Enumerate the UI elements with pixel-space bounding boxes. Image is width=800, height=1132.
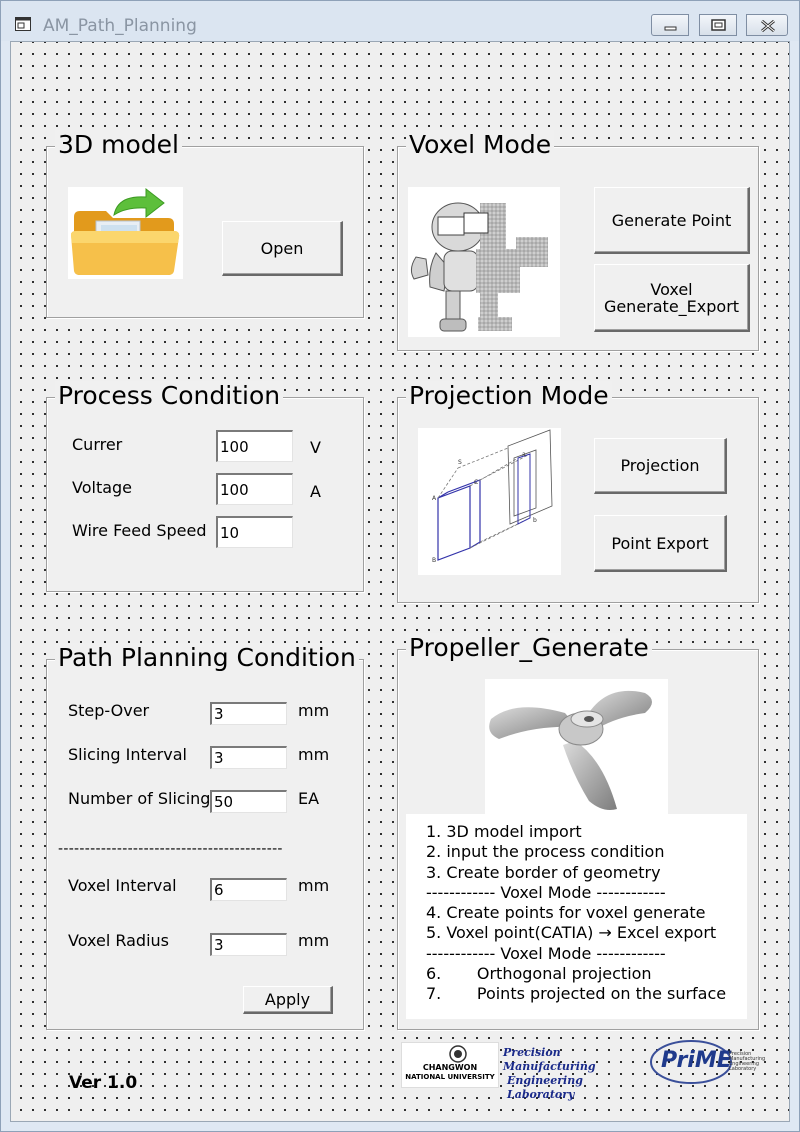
current-label: Currer bbox=[72, 435, 123, 454]
svg-text:A: A bbox=[432, 495, 437, 502]
app-icon bbox=[15, 17, 31, 31]
voxel-interval-input[interactable] bbox=[210, 878, 287, 901]
svg-text:S: S bbox=[458, 459, 462, 466]
maximize-button[interactable] bbox=[699, 14, 737, 36]
voxel-radius-unit: mm bbox=[298, 931, 330, 950]
instruction-line: 7. Points projected on the surface bbox=[426, 984, 727, 1004]
prime-sub-line: Precision bbox=[729, 1051, 752, 1057]
voxel-mode-group bbox=[397, 130, 759, 351]
step-over-input[interactable] bbox=[210, 702, 287, 725]
model-group bbox=[46, 130, 364, 318]
propeller-generate-group bbox=[397, 633, 759, 1030]
instruction-line: ------------ Voxel Mode ------------ bbox=[426, 943, 666, 963]
instruction-line: 3. Create border of geometry bbox=[426, 862, 661, 882]
wire-feed-speed-label: Wire Feed Speed bbox=[72, 521, 207, 540]
wire-feed-speed-input[interactable] bbox=[216, 516, 293, 548]
prime-text: PriME bbox=[661, 1048, 732, 1073]
step-over-unit: mm bbox=[298, 701, 330, 720]
voxel-mode-title: Voxel Mode bbox=[406, 130, 554, 160]
voltage-input[interactable] bbox=[216, 473, 293, 505]
close-button[interactable] bbox=[746, 14, 788, 36]
form-client-area bbox=[10, 41, 790, 1122]
instructions-panel bbox=[406, 814, 747, 1019]
step-over-label: Step-Over bbox=[68, 701, 150, 720]
svg-text:B: B bbox=[432, 557, 437, 564]
voxel-interval-unit: mm bbox=[298, 876, 330, 895]
process-condition-group bbox=[46, 381, 364, 592]
restore-icon bbox=[700, 15, 738, 37]
window-title: AM_Path_Planning bbox=[43, 16, 197, 36]
projection-button[interactable]: Projection bbox=[594, 438, 727, 494]
voxel-generate-export-button[interactable]: Voxel Generate_Export bbox=[594, 264, 750, 332]
open-button[interactable]: Open bbox=[222, 221, 343, 276]
prime-sub-line: Engineering bbox=[729, 1061, 759, 1067]
projection-mode-group bbox=[397, 381, 759, 603]
university-seal-icon bbox=[402, 1044, 498, 1064]
slicing-interval-label: Slicing Interval bbox=[68, 745, 187, 764]
projection-mode-title: Projection Mode bbox=[406, 381, 612, 411]
instruction-line: 5. Voxel point(CATIA) → Excel export bbox=[426, 923, 717, 943]
voltage-unit: A bbox=[310, 482, 321, 501]
instruction-line: 1. 3D model import bbox=[426, 822, 582, 841]
voltage-label: Voltage bbox=[72, 478, 133, 497]
svg-text:b: b bbox=[533, 517, 537, 524]
lab-name-line1: Precision Manufacturing bbox=[503, 1046, 596, 1073]
projection-diagram bbox=[418, 428, 561, 575]
close-icon bbox=[747, 15, 789, 37]
number-of-slicing-input[interactable] bbox=[210, 790, 287, 813]
number-of-slicing-label: Number of Slicing bbox=[68, 789, 211, 808]
propeller-image bbox=[485, 679, 668, 814]
propeller-generate-title: Propeller_Generate bbox=[406, 633, 652, 663]
voxel-radius-label: Voxel Radius bbox=[68, 931, 169, 950]
instruction-line: ------------ Voxel Mode ------------ bbox=[426, 882, 666, 902]
university-name-line2: NATIONAL UNIVERSITY bbox=[405, 1073, 495, 1081]
separator-line: ------------------------------------------ bbox=[58, 841, 283, 857]
point-export-button[interactable]: Point Export bbox=[594, 515, 727, 572]
voxel-robot-figure bbox=[408, 187, 560, 337]
prime-subtitle bbox=[729, 1052, 765, 1072]
current-unit: V bbox=[310, 438, 321, 457]
current-input[interactable] bbox=[216, 430, 293, 462]
prime-sub-line: Manufacturing bbox=[729, 1056, 766, 1062]
university-name-line1: CHANGWON bbox=[422, 1063, 478, 1072]
generate-point-button[interactable]: Generate Point bbox=[594, 187, 750, 254]
changwon-university-logo bbox=[401, 1042, 499, 1088]
minimize-button[interactable] bbox=[651, 14, 689, 36]
prime-sub-line: Laboratory bbox=[729, 1066, 757, 1072]
prime-logo bbox=[647, 1038, 766, 1086]
number-of-slicing-unit: EA bbox=[298, 789, 320, 808]
open-folder-icon[interactable] bbox=[68, 187, 183, 279]
lab-name bbox=[503, 1046, 643, 1101]
slicing-interval-unit: mm bbox=[298, 745, 330, 764]
model-group-title: 3D model bbox=[55, 130, 182, 160]
voxel-interval-label: Voxel Interval bbox=[68, 876, 177, 895]
voxel-radius-input[interactable] bbox=[210, 933, 287, 956]
process-condition-title: Process Condition bbox=[55, 381, 283, 411]
lab-name-line2: Engineering Laboratory bbox=[507, 1074, 583, 1101]
slicing-interval-input[interactable] bbox=[210, 746, 287, 769]
path-planning-group bbox=[46, 643, 364, 1030]
instruction-line: 6. Orthogonal projection bbox=[426, 964, 652, 984]
svg-text:C: C bbox=[474, 479, 479, 486]
version-label: Ver 1.0 bbox=[69, 1073, 138, 1093]
minimize-icon bbox=[652, 15, 690, 37]
title-bar[interactable] bbox=[1, 1, 799, 41]
path-planning-title: Path Planning Condition bbox=[55, 643, 359, 673]
apply-button[interactable]: Apply bbox=[243, 986, 333, 1014]
svg-text:a: a bbox=[522, 451, 526, 458]
instruction-line: 4. Create points for voxel generate bbox=[426, 903, 706, 923]
instruction-line: 2. input the process condition bbox=[426, 842, 665, 862]
